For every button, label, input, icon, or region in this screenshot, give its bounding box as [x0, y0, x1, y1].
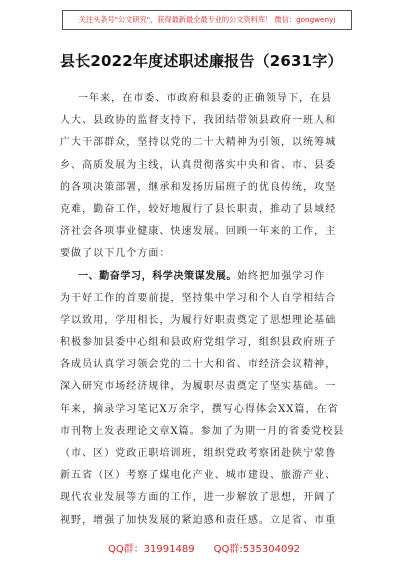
- paragraph-line: 济社会各项事业健康、快速发展。回顾一年来的工作，主: [60, 226, 337, 238]
- paragraph-line: 克难，勤奋工作，较好地履行了县长职责，推动了县域经: [60, 203, 337, 215]
- paragraph-line: 的各项决策部署，继承和发扬历届班子的优良传统，攻坚: [60, 181, 337, 193]
- paragraph-line: 积极参加县委中心组和县政府党组学习，组织县政府班子: [60, 337, 337, 349]
- paragraph-line: 要做了以下几个方面：: [60, 248, 171, 260]
- paragraph-line: （市、区）党政正职培训班，组织党政考察团赴陕宁蒙鲁: [60, 448, 337, 459]
- paragraph-line: 年来，摘录学习笔记X万余字，撰写心得体会XX篇，在省: [60, 403, 339, 415]
- paragraph-line: 为干好工作的首要前提，坚持集中学习和个人自学相结合: [60, 292, 337, 304]
- document-title: 县长2022年度述职述廉报告（2631字）: [60, 52, 343, 70]
- paragraph-line: 一年来，在市委、市政府和县委的正确领导下，在县: [78, 93, 333, 104]
- paragraph-line: 深入研究市场经济规律，为履职尽责奠定了坚实基础。一: [60, 381, 337, 393]
- paragraph-line: 乡、高质发展为主线，认真贯彻落实中央和省、市、县委: [60, 159, 337, 171]
- document-body: [60, 88, 360, 532]
- promo-banner: 关注头条号"公文研究"，获得最新最全最专业的公文资料库！ 微信：gongwenyj: [62, 10, 352, 30]
- section-heading-line: [60, 266, 360, 288]
- section-heading: 一、勤奋学习，科学决策谋发展。: [78, 270, 237, 282]
- paragraph-line: 各成员认真学习领会党的二十大和省、市经济会议精神，: [60, 359, 337, 371]
- paragraph-line: 视野，增强了加快发展的紧迫感和责任感。立足省、市重: [60, 514, 337, 526]
- paragraph-line: 学以致用，学用相长，为履行好职责奠定了思想理论基础: [60, 314, 337, 326]
- paragraph-line: 人大、县政协的监督支持下，我团结带领县政府一班人和: [60, 115, 337, 127]
- paragraph-line: 新五省（区）考察了煤电化产业、城市建设、旅游产业、: [60, 470, 337, 482]
- paragraph-line: 现代农业发展等方面的工作，进一步解放了思想，开阔了: [60, 492, 337, 504]
- paragraph-line: 市刊物上发表理论文章X篇。参加了为期一月的省委党校县: [60, 425, 345, 437]
- paragraph-line: 广大干部群众，坚持以党的二十大精神为引领，以统筹城: [60, 137, 337, 149]
- paragraph-text: 始终把加强学习作: [237, 270, 326, 282]
- qq-group-footer: QQ群：31991489 QQ群:535304092: [107, 544, 301, 555]
